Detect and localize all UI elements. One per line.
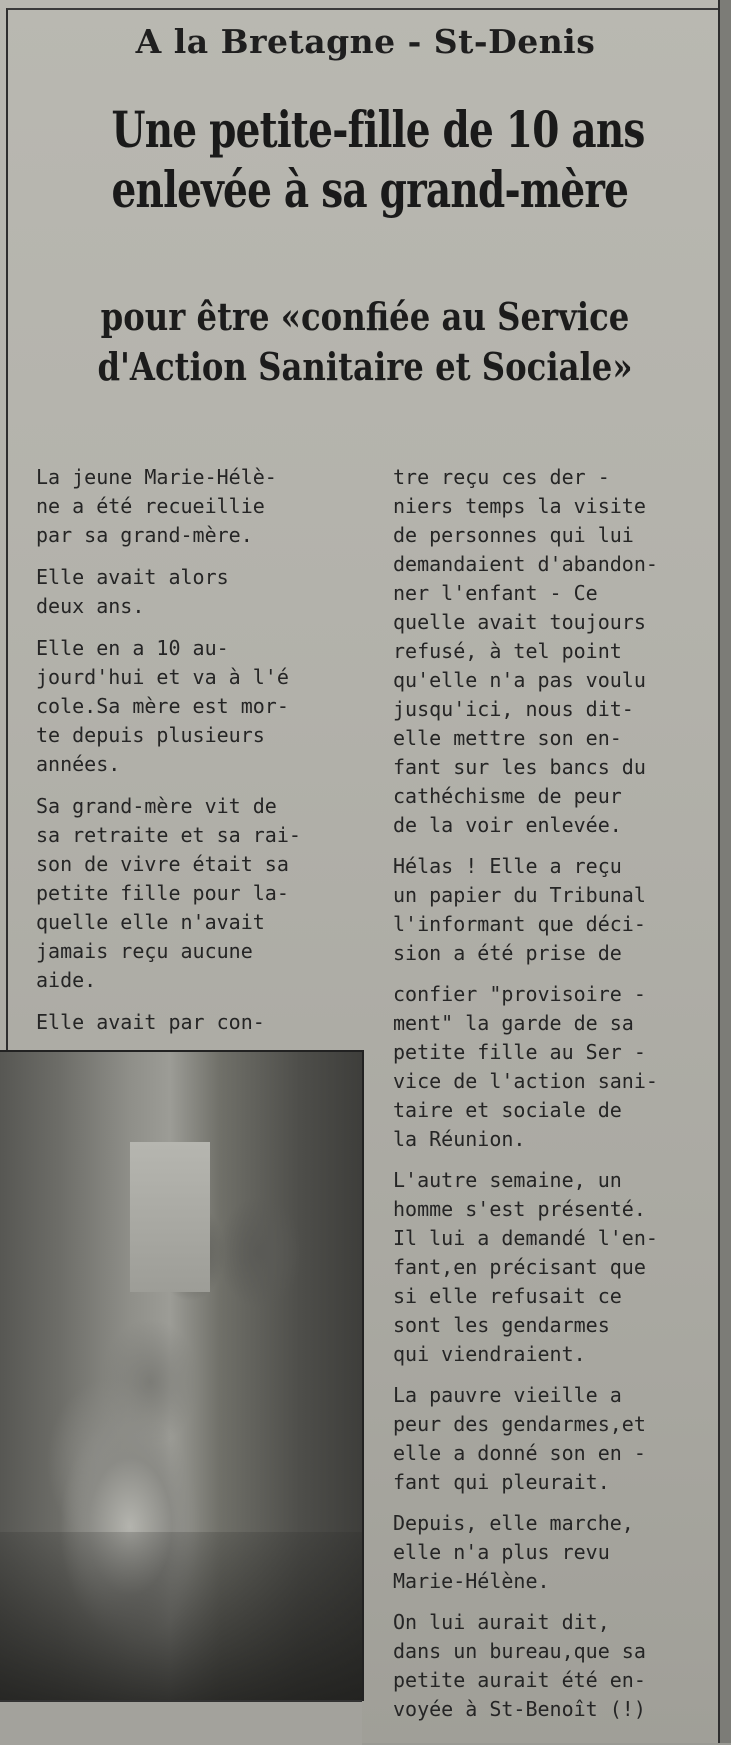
text-line: jourd'hui et va à l'é — [36, 665, 289, 689]
article-subheadline — [80, 292, 650, 392]
text-line: tre reçu ces der - — [393, 465, 610, 489]
text-line: jusqu'ici, nous dit- — [393, 697, 634, 721]
text-line: si elle refusait ce — [393, 1284, 622, 1308]
article-kicker: A la Bretagne - St-Denis — [135, 22, 596, 61]
text-line: peur des gendarmes,et — [393, 1412, 646, 1436]
text-line: Elle avait alors — [36, 565, 229, 589]
text-line: cathéchisme de peur — [393, 784, 622, 808]
text-line: elle n'a plus revu — [393, 1540, 610, 1564]
paragraph — [393, 852, 708, 968]
text-line: l'informant que déci- — [393, 912, 646, 936]
paragraph — [393, 1509, 708, 1596]
text-line: de la voir enlevée. — [393, 813, 622, 837]
text-line: petite fille pour la- — [36, 881, 289, 905]
text-line: On lui aurait dit, — [393, 1610, 610, 1634]
text-line: de personnes qui lui — [393, 523, 634, 547]
text-line: te depuis plusieurs — [36, 723, 265, 747]
text-line: vice de l'action sani- — [393, 1069, 658, 1093]
text-line: voyée à St-Benoît (!) — [393, 1697, 646, 1721]
text-line: elle a donné son en - — [393, 1441, 646, 1465]
text-line: refusé, à tel point — [393, 639, 622, 663]
text-line: un papier du Tribunal — [393, 883, 646, 907]
text-line: son de vivre était sa — [36, 852, 289, 876]
text-line: deux ans. — [36, 594, 145, 618]
text-line: cole.Sa mère est mor- — [36, 694, 289, 718]
text-line: elle mettre son en- — [393, 726, 622, 750]
subheadline-line: pour être «confiée au Service — [100, 294, 630, 339]
text-line: ment" la garde de sa — [393, 1011, 634, 1035]
article-photo — [0, 1050, 364, 1701]
text-line: qui viendraient. — [393, 1342, 586, 1366]
headline-line: Une petite-fille de 10 ans — [111, 100, 645, 159]
paragraph — [36, 563, 336, 621]
paragraph — [36, 1008, 336, 1037]
text-line: aide. — [36, 968, 97, 992]
paragraph — [393, 1381, 708, 1497]
text-line: demandaient d'abandon- — [393, 552, 658, 576]
text-line: La jeune Marie-Hélè- — [36, 465, 277, 489]
subheadline-line: d'Action Sanitaire et Sociale» — [97, 344, 633, 389]
text-line: confier "provisoire - — [393, 982, 646, 1006]
text-line: Depuis, elle marche, — [393, 1511, 634, 1535]
paragraph — [393, 980, 708, 1154]
text-line: fant qui pleurait. — [393, 1470, 610, 1494]
text-line: Elle en a 10 au- — [36, 636, 229, 660]
text-line: ner l'enfant - Ce — [393, 581, 598, 605]
text-line: années. — [36, 752, 121, 776]
text-line: sont les gendarmes — [393, 1313, 610, 1337]
text-line: la Réunion. — [393, 1127, 526, 1151]
text-line: quelle elle n'avait — [36, 910, 265, 934]
text-line: Sa grand-mère vit de — [36, 794, 277, 818]
text-line: quelle avait toujours — [393, 610, 646, 634]
photo-window-light — [130, 1142, 210, 1292]
text-line: La pauvre vieille a — [393, 1383, 622, 1407]
text-line: L'autre semaine, un — [393, 1168, 622, 1192]
paragraph — [36, 792, 336, 995]
photo-bottom-border — [0, 1700, 362, 1745]
text-line: petite fille au Ser - — [393, 1040, 646, 1064]
text-line: dans un bureau,que sa — [393, 1639, 646, 1663]
text-line: Il lui a demandé l'en- — [393, 1226, 658, 1250]
paragraph — [36, 463, 336, 550]
text-line: homme s'est présenté. — [393, 1197, 646, 1221]
right-text-column — [393, 463, 708, 1736]
text-line: par sa grand-mère. — [36, 523, 253, 547]
paragraph — [393, 463, 708, 840]
page-right-edge — [718, 0, 731, 1743]
paragraph — [393, 1166, 708, 1369]
text-line: sion a été prise de — [393, 941, 622, 965]
text-line: sa retraite et sa rai- — [36, 823, 301, 847]
paragraph — [393, 1608, 708, 1724]
text-line: niers temps la visite — [393, 494, 646, 518]
text-line: ne a été recueillie — [36, 494, 265, 518]
text-line: Marie-Hélène. — [393, 1569, 550, 1593]
text-line: qu'elle n'a pas voulu — [393, 668, 646, 692]
article-headline — [111, 100, 645, 220]
text-line: fant sur les bancs du — [393, 755, 646, 779]
left-text-column — [36, 463, 336, 1050]
text-line: taire et sociale de — [393, 1098, 622, 1122]
photo-shadow — [0, 1532, 362, 1701]
text-line: petite aurait été en- — [393, 1668, 646, 1692]
headline-line: enlevée à sa grand-mère — [111, 160, 629, 219]
text-line: Hélas ! Elle a reçu — [393, 854, 622, 878]
text-line: fant,en précisant que — [393, 1255, 646, 1279]
text-line: Elle avait par con- — [36, 1010, 265, 1034]
paragraph — [36, 634, 336, 779]
text-line: jamais reçu aucune — [36, 939, 253, 963]
